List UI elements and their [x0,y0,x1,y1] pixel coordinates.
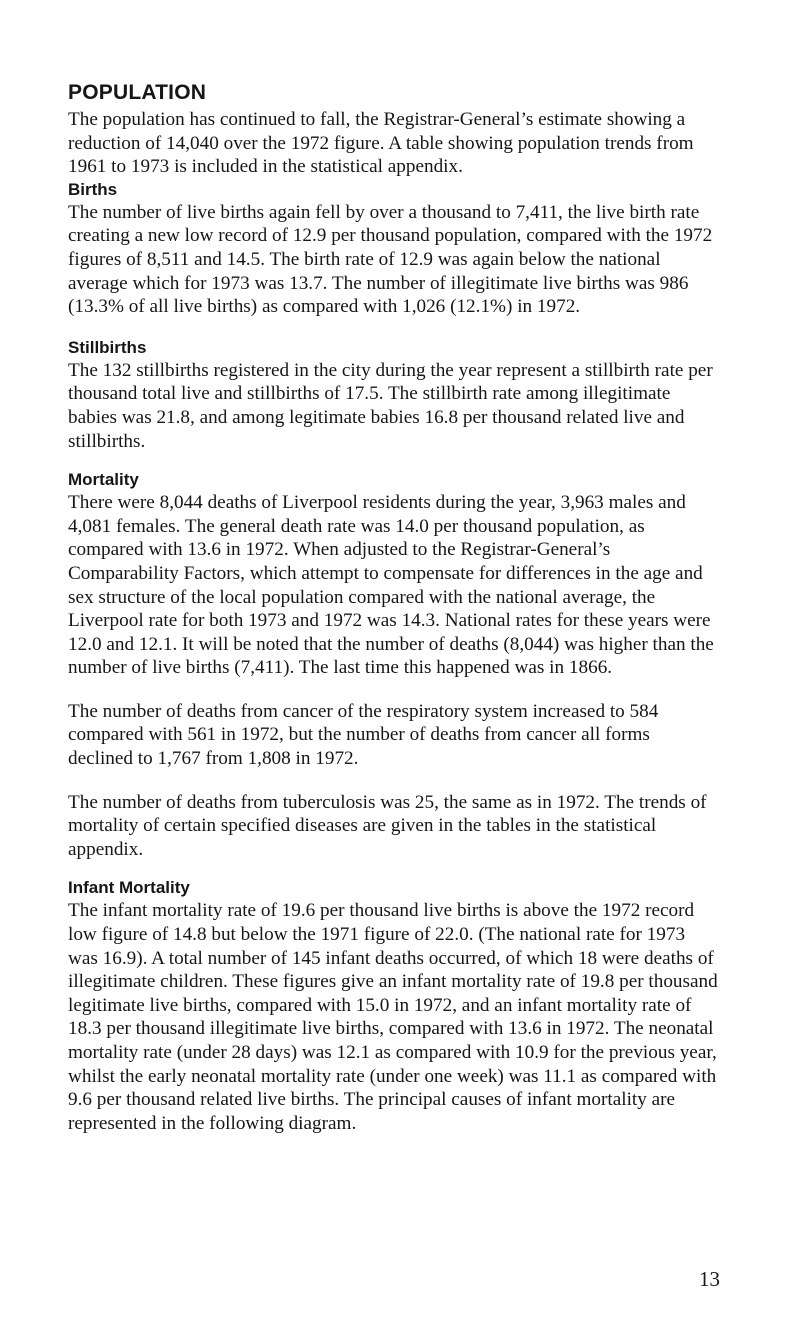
intro-paragraph: The population has continued to fall, the Registrar-General’s estimate showing a reduction of 14,040 over the 1972 figure. A table showing population trends from 1961 to 1973 is included in the statistical appendix. [68,109,694,178]
births-paragraph: The number of live births again fell by over a thousand to 7,411, the live birth rate creating a new low record of 12.9 per thousand population, compared with the 1972 figures of 8,511 and 14.5. The birth rate of 12.9 was again below the national average which for 1973 was 13.7. The number of illegitimate live births was 986 (13.3% of all live births) as compared with 1,026 (12.1%) in 1972. [68,201,713,318]
mortality-heading: Mortality [68,470,139,490]
infant-mortality-heading: Infant Mortality [68,878,190,898]
stillbirths-paragraph: The 132 stillbirths registered in the city during the year represent a stillbirth rate per thousand total live and stillbirths of 17.5. The stillbirth rate among illegitimate babies was 21.8, and among legitimate babies 16.8 per thousand related live and stillbirths. [68,359,713,452]
page-number: 13 [699,1267,720,1291]
infant-mortality-paragraph: The infant mortality rate of 19.6 per thousand live births is above the 1972 record low figure of 14.8 but below the 1971 figure of 22.0. (The national rate for 1973 was 16.9). A total number of 145 infant deaths occurred, of which 18 were deaths of illegitimate children. These figures give an infant mortality rate of 19.8 per thousand legitimate live births, compared with 15.0 in 1972, and an infant mortality rate of 18.3 per thousand illegitimate live births, compared with 13.6 in 1972. The neonatal mortality rate (under 28 days) was 12.1 as compared with 10.9 for the previous year, whilst the early neonatal mortality rate (under one week) was 11.1 as compared with 9.6 per thousand related live births. The principal causes of infant mortality are represented in the following diagram. [68,900,718,1134]
stillbirths-heading: Stillbirths [68,337,147,357]
mortality-paragraph-3: The number of deaths from tuberculosis was 25, the same as in 1972. The trends of mortality of certain specified diseases are given in the tables in the statistical appendix. [68,791,707,860]
mortality-paragraph-1: There were 8,044 deaths of Liverpool residents during the year, 3,963 males and 4,081 females. The general death rate was 14.0 per thousand population, as compared with 13.6 in 1972. When adjusted to the Registrar-General’s Comparability Factors, which attempt to compensate for differences in the age and sex structure of the local population compared with the national average, the Liverpool rate for both 1973 and 1972 was 14.3. National rates for these years were 12.0 and 12.1. It will be noted that the number of deaths (8,044) was higher than the number of live births (7,411). The last time this happened was in 1866. [68,492,714,679]
document-page [68,80,718,1135]
mortality-paragraph-2: The number of deaths from cancer of the respiratory system increased to 584 compared with 561 in 1972, but the number of deaths from cancer all forms declined to 1,767 from 1,808 in 1972. [68,700,659,770]
births-heading: Births [68,179,118,199]
spacer [68,680,718,700]
spacer [68,771,718,791]
spacer [68,861,718,877]
section-title-population: POPULATION [68,81,207,104]
spacer [68,319,718,337]
spacer [68,453,718,469]
